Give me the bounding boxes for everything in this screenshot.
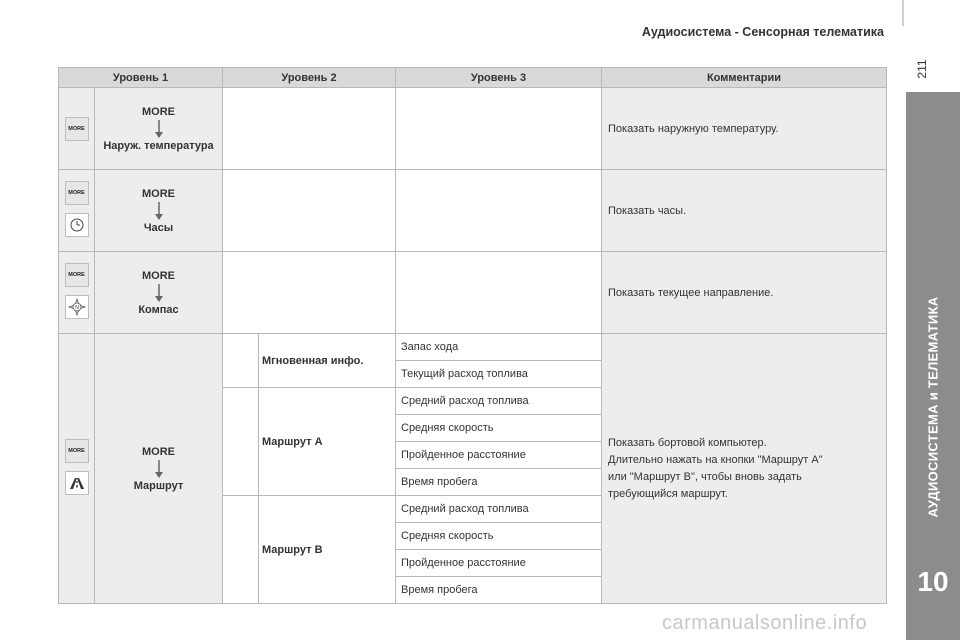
level2-empty-cell	[223, 252, 396, 334]
level3-item: Время пробега	[396, 469, 602, 496]
table-row	[59, 88, 887, 170]
menu-table	[58, 67, 887, 604]
level1-cell	[95, 334, 223, 604]
chapter-number: 10	[917, 566, 949, 597]
header-level-2: Уровень 2	[223, 68, 396, 88]
more-label: MORE	[142, 105, 175, 118]
header-level-3: Уровень 3	[396, 68, 602, 88]
more-label: MORE	[142, 269, 175, 282]
header-separator	[902, 0, 904, 26]
level3-item: Текущий расход топлива	[396, 361, 602, 388]
page-number: 211	[915, 59, 929, 79]
more-label: MORE	[142, 445, 175, 458]
level3-item: Средний расход топлива	[396, 388, 602, 415]
table-row	[59, 252, 887, 334]
level2-label: Мгновенная инфо.	[259, 334, 396, 388]
arrow-down-icon	[154, 284, 164, 302]
icon-cell	[59, 334, 95, 604]
svg-text:N: N	[74, 305, 79, 311]
level1-cell	[95, 88, 223, 170]
comment-line: Длительно нажать на кнопки "Маршрут A"	[608, 453, 823, 466]
level1-cell	[95, 170, 223, 252]
comment-cell	[602, 334, 887, 604]
table-row	[59, 334, 887, 361]
level3-empty-cell	[396, 170, 602, 252]
clock-icon	[65, 213, 89, 237]
item-label: Компас	[138, 303, 179, 316]
comment-cell: Показать часы.	[602, 170, 887, 252]
level3-item: Запас хода	[396, 334, 602, 361]
comment-line: Показать бортовой компьютер.	[608, 436, 767, 449]
arrow-down-icon	[154, 460, 164, 478]
header-level-1: Уровень 1	[59, 68, 223, 88]
more-icon: MORE	[65, 263, 89, 287]
level2-label: Маршрут A	[259, 388, 396, 496]
level2-empty-cell	[223, 88, 396, 170]
arrow-down-icon	[154, 202, 164, 220]
level2-label: Маршрут B	[259, 496, 396, 604]
level3-item: Средний расход топлива	[396, 496, 602, 523]
level3-empty-cell	[396, 252, 602, 334]
road-icon	[65, 471, 89, 495]
more-icon: MORE	[65, 181, 89, 205]
comment-cell: Показать текущее направление.	[602, 252, 887, 334]
sidebar-chapter-title: АУДИОСИСТЕМА и ТЕЛЕМАТИКА	[925, 296, 941, 518]
header-comments: Комментарии	[602, 68, 887, 88]
icon-cell	[59, 170, 95, 252]
level3-item: Средняя скорость	[396, 523, 602, 550]
indent-cell	[223, 496, 259, 604]
comment-cell: Показать наружную температуру.	[602, 88, 887, 170]
compass-icon	[65, 295, 89, 319]
item-label: Часы	[143, 221, 174, 234]
icon-cell	[59, 252, 95, 334]
comment-line: или "Маршрут B", чтобы вновь задать	[608, 470, 802, 483]
table-header-row	[59, 68, 887, 88]
icon-cell	[59, 88, 95, 170]
level3-item: Пройденное расстояние	[396, 442, 602, 469]
level3-item: Пройденное расстояние	[396, 550, 602, 577]
more-icon: MORE	[65, 117, 89, 141]
level1-cell	[95, 252, 223, 334]
more-label: MORE	[142, 187, 175, 200]
level3-empty-cell	[396, 88, 602, 170]
indent-cell	[223, 388, 259, 496]
item-label: Маршрут	[133, 479, 184, 492]
level3-item: Время пробега	[396, 577, 602, 604]
more-icon: MORE	[65, 439, 89, 463]
level3-item: Средняя скорость	[396, 415, 602, 442]
watermark: carmanualsonline.info	[662, 612, 868, 634]
level2-empty-cell	[223, 170, 396, 252]
indent-cell	[223, 334, 259, 388]
comment-line: требующийся маршрут.	[608, 487, 728, 500]
item-label: Наруж. температура	[103, 139, 214, 152]
page-header-title: Аудиосистема - Сенсорная телематика	[641, 25, 884, 39]
arrow-down-icon	[154, 120, 164, 138]
table-row	[59, 170, 887, 252]
